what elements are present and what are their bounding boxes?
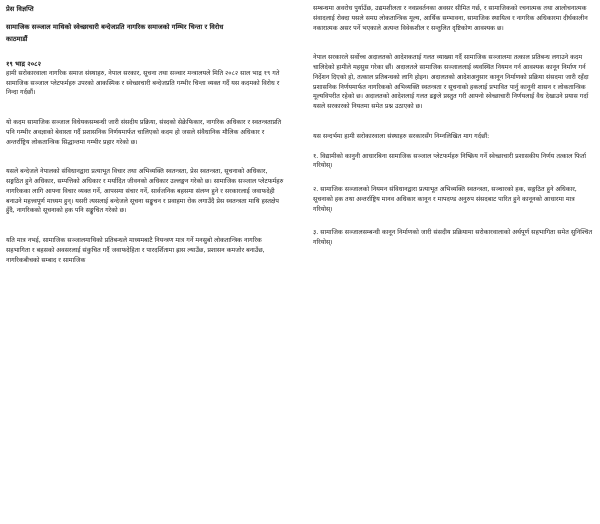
paragraph: सम्बन्धमा अवरोध पुर्याउँछ, उद्यमशीलता र नवप्रवर्तनका अवसर सीमित गर्छ, र सामाजिकको रचनात्मक तथा आलोचनात्मक संवादलाई रोक्दा यसले समग्र लोकतान्त्रिक मूल्य, आर्थिक सम्भावना, सामाजिक स्थायित्व र नागरिक अधिकारमा दीर्घकालीन नकारात्मक असर पर्ने भएकाले अत्यन्त विवेकशील र सन्तुलित दृष्टिकोण आवश्यक छ। [313, 5, 588, 32]
demands-intro: यस सन्दर्भमा हामी सरोकारवाला संस्थाहरु सरकारसँग निम्नलिखित माग गर्दछौं: [313, 132, 490, 140]
right-column [313, 4, 594, 262]
demand-item: २. सामाजिक सञ्जालको नियमन संविधानद्वारा प्रत्याभूत अभिव्यक्ति स्वतन्त्रता, सञ्चारको हक, सङ्गठित हुने अधिकार, सूचनाको हक तथा अन्तर्राष्ट्रिय मानव अधिकार कानून र मापदण्ड अनुरुप संसदबाट पारित हुने कानूनको आधारमा मात्र गरियोस्। [313, 186, 577, 213]
paragraph: यो कदम सामाजिक सञ्जाल विधेयकसम्बन्धी जारी संसदीय प्रक्रिया, संस्दको सेक्रेफिकार, नागरिक अधिकार र स्वतन्त्रताप्रति पनि गम्भीर अवज्ञाको बेवास्ता गर्दै प्रशासनिक निर्णयमार्फत चालिएको कदम हो जसले संवैधानिक मौलिक अधिकार र अन्तर्राष्ट्रिय लोकतान्त्रिक सिद्धान्तमा गम्भीर प्रहार गरेको छ। [6, 119, 282, 146]
left-column [6, 4, 284, 285]
press-release-label: प्रेस विज्ञप्ति [6, 5, 34, 13]
paragraph: हामी सरोकारवाला नागरिक समाज संस्थाहरु, नेपाल सरकार, सूचना तथा सञ्चार मन्त्रालयले मिति २०८२ साल भाद्र १९ गते सामाजिक सञ्जाल प्लेटफर्महरु उपरको आकस्मिक र स्वेच्छाचारी बन्देजप्रति गम्भीर चिन्ता व्यक्त गर्दै यस कदमको विरोध र निन्दा गर्दछौं। [6, 69, 280, 97]
dateline-date: १९ भाद्र २०८२ [6, 59, 42, 68]
page-title: सामाजिक सञ्जाल माथिको स्वेच्छाचारी बन्देजप्रति नागरिक समाजको गम्भिर चिन्ता र विरोध [6, 23, 224, 32]
paragraph: नेपाल सरकारले सर्वोच्च अदालतको आदेशकताई गलत व्याख्या गर्दै सामाजिक सञ्जालमा तत्काल प्रतिबन्ध लगाउने कदम चालिदेको हामीले महसुस गरेका छौं। अदालतले सामाजिक सञ्जाललाई व्यवस्थित नियमन गर्न आवश्यक कानून निर्माण गर्न निर्देशन दिएको हो, तत्काल प्रतिबन्धको लागि होइन। अदालतको आदेशअनुसार कानून निर्माणको प्रक्रिया संसदमा जारी रहँदा प्रशासनिक निर्णयमार्फत नागरिकको अभिव्यक्ति स्वतन्त्रता र सूचनाको हकलाई प्रभावित पार्नु कानूनी शासन र लोकतान्त्रिक मूल्यविपरीत रहेको छ। अदालतको आदेशलाई गलत ढङ्गले प्रस्तुत गरी आफ्नो स्वेच्छाचारी निर्णयलाई वैध देखाउने प्रयास गर्दा यसले सरकारको नियतमा समेत प्रश्न उठाएको छ। [313, 54, 589, 110]
demand-item: ३. सामाजिक सञ्जालसम्बन्धी कानून निर्माणको जारी संसदीय प्रक्रियामा सरोकारवालाको अर्थपूर्ण सहभागिता समेत सुनिश्चित गरियोस्। [313, 229, 593, 246]
demand-item: १. विद्यामीको कानुनी आधारबिना सामाजिक सञ्जाल प्लेटफर्महरु निष्क्रिय गर्ने स्वेच्छाचारी प्रशासकीय निर्णय तत्काल फिर्ता गरियोस्। [313, 152, 587, 170]
paragraph: यति मात्र नभई, सामाजिक सञ्जालमाथिको प्रतिबन्धले माध्यमबाटै नियन्त्रण मात्र गर्ने मनसुबो लोकतान्त्रिक नागरिक सहभागिता र बहसको अवसरलाई संकुचित गर्दै जवाफदेहिता र पारदर्शितामा ह्रास ल्याउँछ, प्रशासन कमजोर बनाउँछ, नागरिकबीचको सम्बाद र सामाजिक [6, 237, 265, 264]
paragraph: यसले बन्देजले नेपालको संविधानद्वारा प्रत्याभूत विचार तथा अभिव्यक्ति स्वतन्त्रता, प्रेस स्वतन्त्रता, सूचनाको अधिकार, सङ्गठित हुने अधिकार, सम्पत्तिको अधिकार र मर्यादित जीवनको अधिकार उल्लङ्घन गरेको छ। सामाजिक सञ्जाल प्लेटफर्महरु नागरिकका लागि आफ्ना विचार व्यक्त गर्ने, आपसमा संचार गर्ने, सार्वजनिक बहसमा संलग्न हुने र सरकारलाई जवाफदेही बनाउने महत्त्वपूर्ण माध्यम हुन्। यसरी त्यसलाई बन्देजले सूचना सङ्कुचन र प्रवाहमा रोक लगाउँदै प्रेस स्वतन्त्रता माथि हस्तक्षेप हुँदै, नागरिकको सूचनाको हक पनि सङ्कुचित गरेको छ। [6, 168, 284, 215]
dateline-place: काठमाडौं [6, 35, 28, 44]
